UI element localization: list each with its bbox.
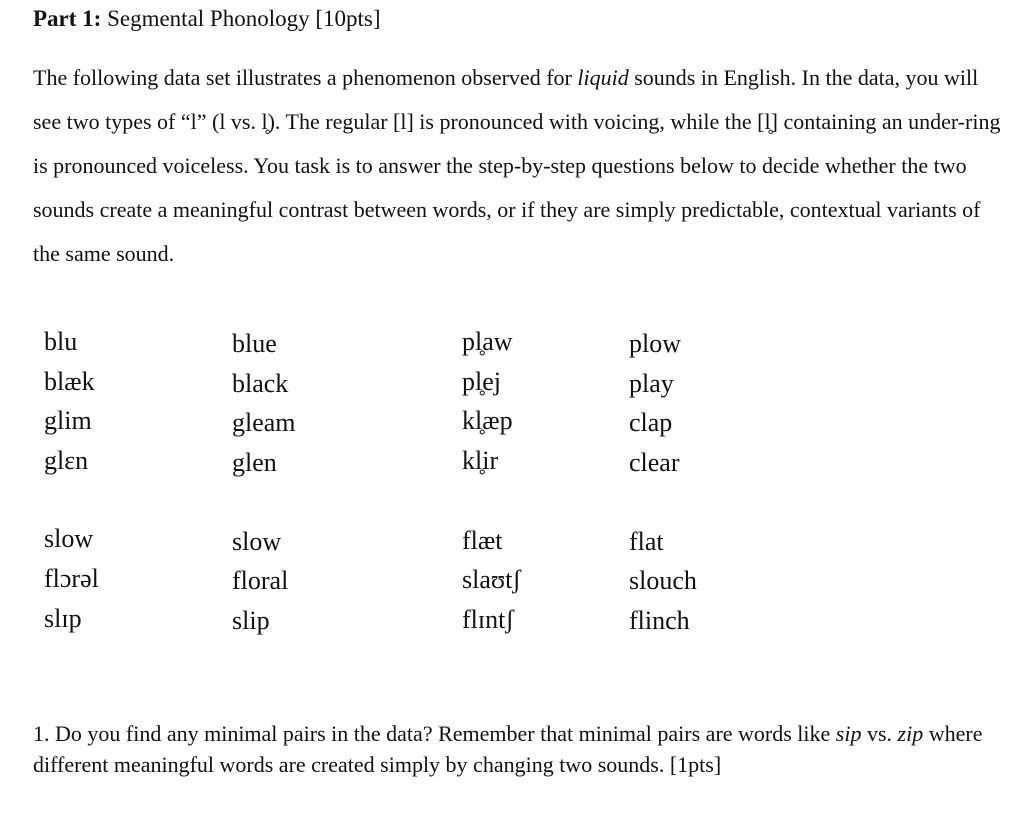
word-cell: glen: [232, 448, 277, 477]
word-cell: flinch: [629, 606, 690, 635]
ipa-cell: pl̥ej: [462, 367, 501, 396]
word-cell: blue: [232, 329, 277, 358]
ipa-cell: glɛn: [44, 446, 89, 475]
word-cell: clap: [629, 408, 673, 437]
ipa-cell: flɪntʃ: [462, 605, 514, 634]
word-cell: clear: [629, 448, 680, 477]
ipa-cell: kl̥ir: [462, 446, 499, 475]
word-cell: slouch: [629, 566, 697, 595]
word-cell: gleam: [232, 408, 296, 437]
word-cell: black: [232, 369, 289, 398]
ipa-cell: kl̥æp: [462, 406, 513, 435]
ipa-cell: flæt: [462, 526, 503, 555]
word-cell: play: [629, 369, 674, 398]
intro-text-2: sounds in English. In the data, you will see two types of “l” (l vs. l̥). The regular [l] is pronounced with voicing, while the [l̥] containing an under-ring is pronounced voiceless. You task is to answer the step-by-step questions below to decide whether the two sounds create a meaningful contrast between words, or if they are simply predictable, contextual variants of the same sound.: [33, 65, 1001, 266]
word-cell: plow: [629, 329, 681, 358]
word-cell: floral: [232, 566, 289, 595]
word-cell: flat: [629, 527, 664, 556]
question-1: [33, 718, 1013, 780]
intro-text-1: The following data set illustrates a phenomenon observed for: [33, 65, 578, 90]
word-cell: slip: [232, 606, 270, 635]
intro-liquid-term: liquid: [577, 65, 629, 90]
question-example-zip: zip: [897, 721, 924, 746]
part-label: Part 1:: [33, 6, 102, 31]
part-heading: [33, 2, 381, 36]
question-text-2: vs.: [861, 721, 898, 746]
ipa-cell: flɔrəl: [44, 564, 99, 593]
ipa-cell: glim: [44, 406, 92, 435]
word-cell: slow: [232, 527, 282, 556]
ipa-cell: pl̥aw: [462, 327, 513, 356]
ipa-cell: blæk: [44, 367, 95, 396]
part-title: Segmental Phonology [10pts]: [101, 6, 381, 31]
ipa-cell: slaʊtʃ: [462, 565, 522, 594]
ipa-cell: blu: [44, 327, 78, 356]
ipa-cell: slow: [44, 524, 94, 553]
question-text-3: where different meaningful words are created simply by changing two sounds. [1pts]: [33, 721, 983, 777]
question-text-1: 1. Do you find any minimal pairs in the data? Remember that minimal pairs are words like: [33, 721, 836, 746]
question-example-sip: sip: [835, 721, 862, 746]
ipa-cell: slɪp: [44, 604, 82, 633]
intro-paragraph: [33, 56, 1008, 276]
